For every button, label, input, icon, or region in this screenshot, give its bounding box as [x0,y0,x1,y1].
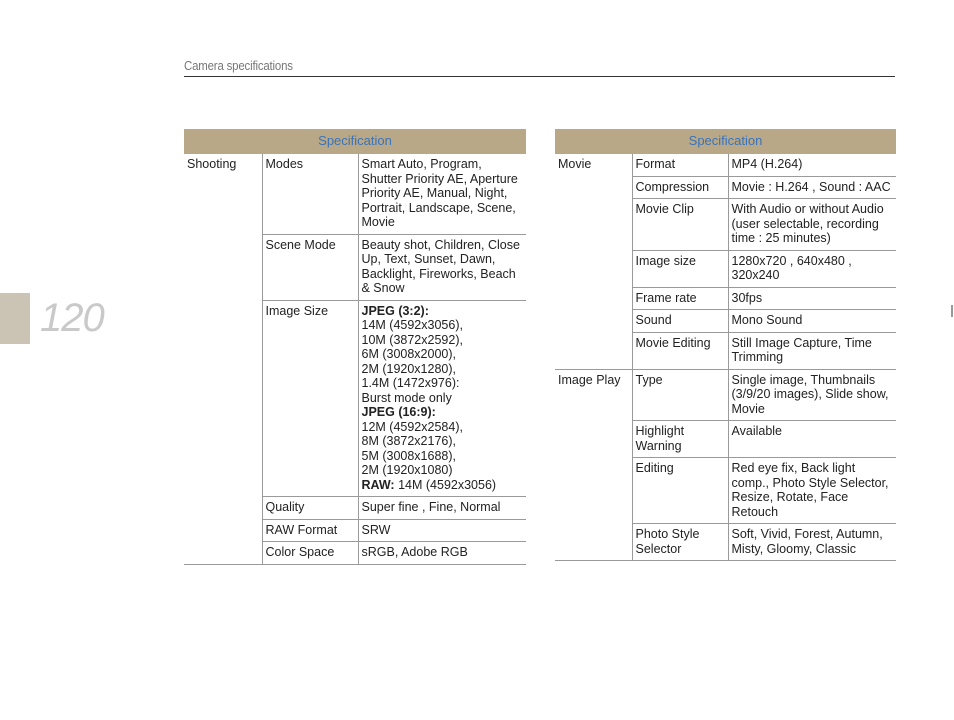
row-value: Movie : H.264 , Sound : AAC [728,176,896,199]
row-label: Movie Clip [632,199,728,251]
row-value: 30fps [728,287,896,310]
category-cell: Image Play [555,369,632,561]
row-label: Scene Mode [262,234,358,300]
size-line: 10M (3872x2592), [361,332,463,347]
row-value: Super fine , Fine, Normal [358,497,526,520]
table-row [555,369,896,421]
size-line: 2M (1920x1080) [361,463,453,477]
page-tab-marker [0,293,30,344]
size-line: 2M (1920x1280), [361,361,457,376]
row-label: Color Space [262,542,358,565]
category-cell: Movie [555,154,632,369]
row-label: Modes [262,154,358,234]
row-value: Beauty shot, Children, Close Up, Text, Sunset, Dawn, Backlight, Fireworks, Beach & Snow [358,234,526,300]
table-row [184,154,526,234]
size-line: 8M (3872x2176), [361,434,457,448]
row-label: Quality [262,497,358,520]
raw-line [362,478,524,493]
table-header: Specification [184,129,526,154]
raw-title: RAW: [361,477,395,492]
size-line: 1.4M (1472x976): [361,376,460,390]
size-line: 5M (3008x1688), [361,448,457,463]
row-value: 1280x720 , 640x480 , 320x240 [728,250,896,287]
table-header: Specification [555,129,896,154]
row-label: Sound [632,310,728,333]
size-line: Burst mode only [361,390,452,405]
row-label: Photo Style Selector [632,524,728,561]
jpeg-16-9-title: JPEG (16:9): [361,405,436,419]
row-label: Highlight Warning [632,421,728,458]
page-header [184,58,895,77]
row-label: Editing [632,458,728,524]
row-value: Soft, Vivid, Forest, Autumn, Misty, Gloomy, Classic [728,524,896,561]
row-value: Red eye fix, Back light comp., Photo Style Selector, Resize, Rotate, Face Retouch [728,458,896,524]
row-label: Image size [632,250,728,287]
row-value-image-size [358,300,526,497]
row-value: MP4 (H.264) [728,154,896,176]
table-row [555,154,896,176]
row-value: sRGB, Adobe RGB [358,542,526,565]
row-value: SRW [358,519,526,542]
spec-table-shooting [184,129,526,565]
size-line: 12M (4592x2584), [361,419,463,434]
row-label: Type [632,369,728,421]
row-label: Image Size [262,300,358,497]
row-value: Smart Auto, Program, Shutter Priority AE, Aperture Priority AE, Manual, Night, Portrait, Landscape, Scene, Movie [358,154,526,234]
row-label: RAW Format [262,519,358,542]
row-label: Format [632,154,728,176]
row-label: Compression [632,176,728,199]
size-line: 14M (4592x3056), [361,318,463,332]
jpeg-3-2-title: JPEG (3:2): [361,303,429,318]
page-number: 120 [40,296,104,340]
category-cell: Shooting [184,154,262,564]
row-value: Available [728,421,896,458]
raw-value: 14M (4592x3056) [398,477,497,492]
section-title: Camera specifications [184,58,293,73]
row-value: Still Image Capture, Time Trimming [728,332,896,369]
spec-table-movie-playback [555,129,896,561]
row-value: Mono Sound [728,310,896,333]
row-value: With Audio or without Audio (user selectable, recording time : 25 minutes) [728,199,896,251]
row-label: Movie Editing [632,332,728,369]
row-label: Frame rate [632,287,728,310]
edge-mark [951,305,953,317]
row-value: Single image, Thumbnails (3/9/20 images), Slide show, Movie [728,369,896,421]
size-line: 6M (3008x2000), [361,347,457,361]
